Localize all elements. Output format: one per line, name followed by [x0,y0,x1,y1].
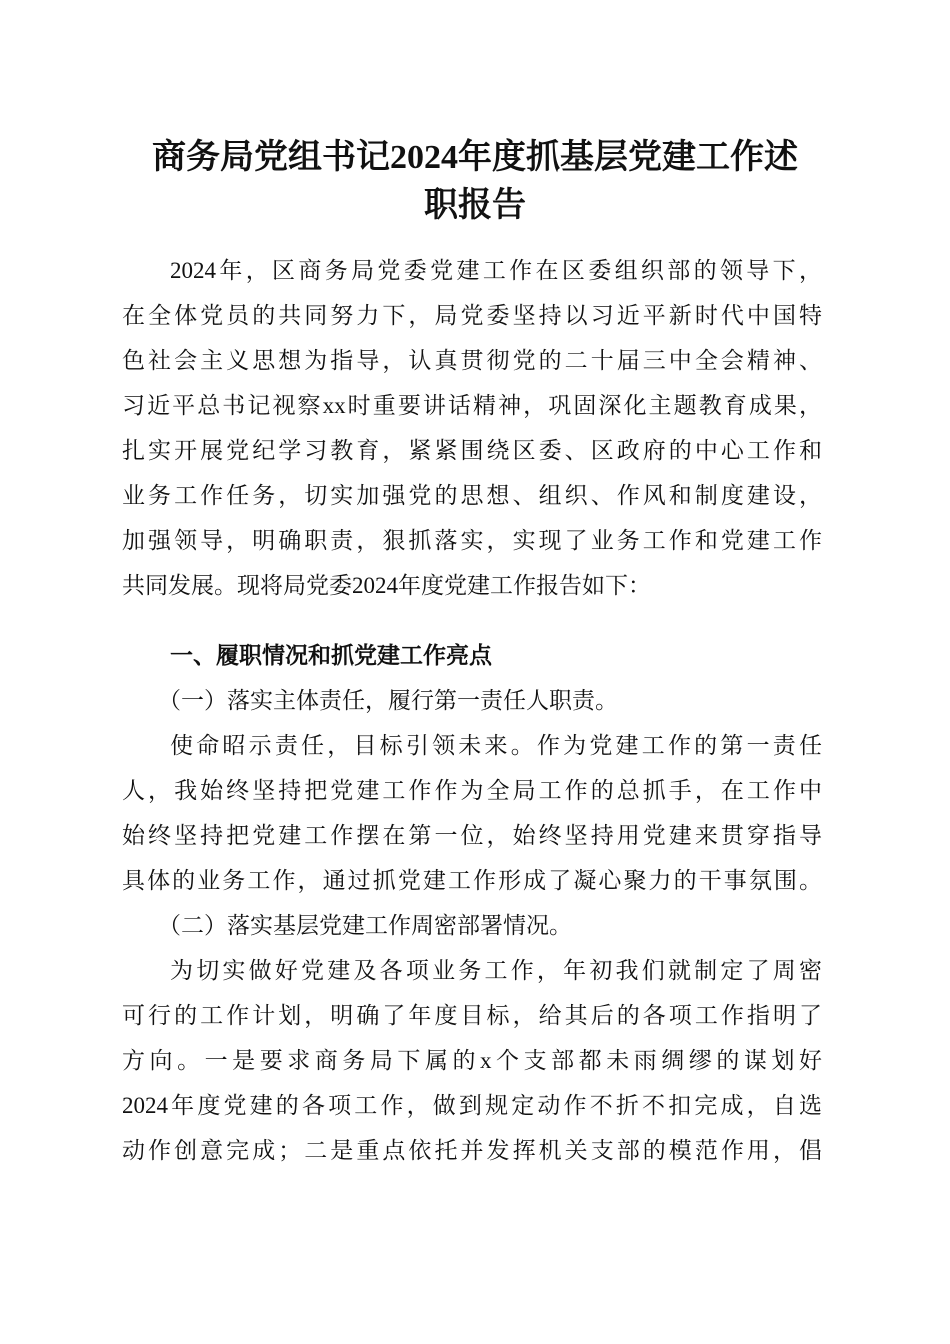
title-line-1: 商务局党组书记2024年度抓基层党建工作述 [152,139,798,176]
document-title [0,134,950,230]
paragraph-line: 共同发展。现将局党委2024年度党建工作报告如下： [122,573,651,598]
paragraph-line: 方向。一是要求商务局下属的x个支部都未雨绸缪的谋划好 [122,1048,822,1073]
subsection-heading: （一）落实主体责任，履行第一责任人职责。 [158,688,618,713]
document-body [122,248,822,1173]
paragraph-line: 始终坚持把党建工作摆在第一位，始终坚持用党建来贯穿指导 [122,823,822,848]
paragraph-line: 习近平总书记视察xx时重要讲话精神，巩固深化主题教育成果， [122,393,822,418]
paragraph-line: 为切实做好党建及各项业务工作，年初我们就制定了周密 [170,958,822,983]
paragraph-line: 色社会主义思想为指导，认真贯彻党的二十届三中全会精神、 [122,348,822,373]
paragraph-line: 人，我始终坚持把党建工作作为全局工作的总抓手，在工作中 [122,778,822,803]
paragraph-line: 使命昭示责任，目标引领未来。作为党建工作的第一责任 [170,733,822,758]
paragraph-line: 加强领导，明确职责，狠抓落实，实现了业务工作和党建工作 [122,528,822,553]
title-line-2: 职报告 [424,187,526,224]
section-heading: 一、履职情况和抓党建工作亮点 [170,643,492,668]
paragraph-line: 动作创意完成；二是重点依托并发挥机关支部的模范作用，倡 [122,1138,822,1163]
paragraph-line: 业务工作任务，切实加强党的思想、组织、作风和制度建设， [122,483,822,508]
paragraph-line: 在全体党员的共同努力下，局党委坚持以习近平新时代中国特 [122,303,822,328]
paragraph-line: 扎实开展党纪学习教育，紧紧围绕区委、区政府的中心工作和 [122,438,822,463]
paragraph-line: 2024年，区商务局党委党建工作在区委组织部的领导下， [170,258,822,283]
paragraph-line: 具体的业务工作，通过抓党建工作形成了凝心聚力的干事氛围。 [122,868,822,893]
paragraph-line: 可行的工作计划，明确了年度目标，给其后的各项工作指明了 [122,1003,822,1028]
subsection-heading: （二）落实基层党建工作周密部署情况。 [158,913,572,938]
paragraph-line: 2024年度党建的各项工作，做到规定动作不折不扣完成，自选 [122,1093,822,1118]
